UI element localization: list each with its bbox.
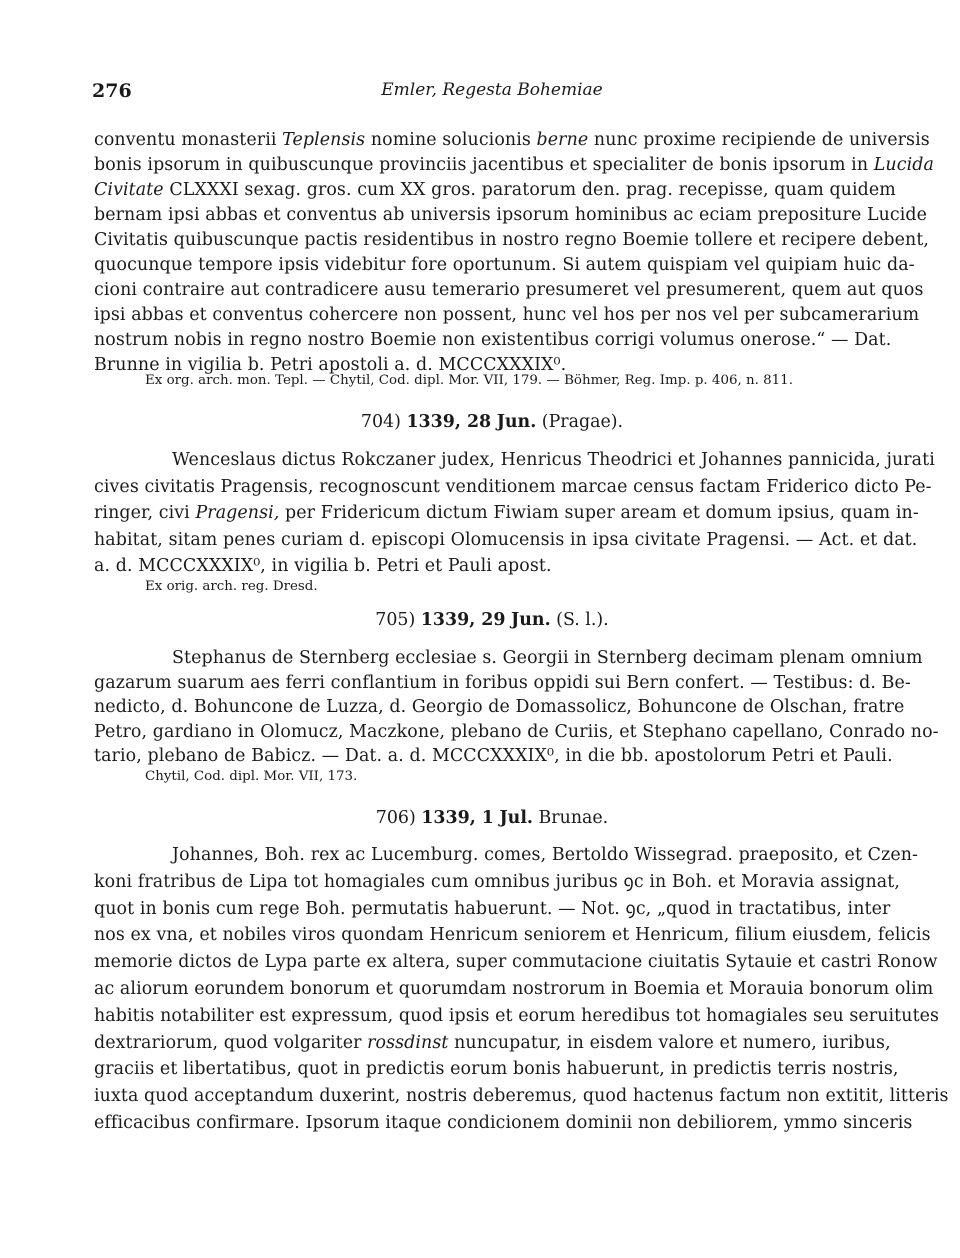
text-run: Stephanus de Sternberg ecclesiae s. Georgii in Sternberg decimam plenam omnium — [172, 648, 923, 668]
entry-place: Brunae. — [538, 808, 609, 828]
text-line — [94, 950, 938, 974]
text-line — [94, 328, 890, 352]
text-run: habitis notabiliter est expressum, quod ipsis et eorum heredibus tot homagiales seu seruitutes — [94, 1005, 940, 1026]
text-run: cioni contraire aut contradicere ausu temerario presumeret vel presumerent, quem aut quos — [94, 280, 924, 300]
text-line — [94, 870, 900, 894]
text-run: memorie dictos de Lypa parte ex altera, super commutacione ciuitatis Sytauie et castri Ronow — [94, 952, 938, 973]
text-line — [94, 1084, 949, 1108]
text-run: habitat, sitam penes curiam d. episcopi Olomucensis in ipsa civitate Pragensi. — Act. et dat. — [94, 529, 918, 550]
text-run: koni fratribus de Lipa tot homagiales cum omnibus juribus ꝯc in Boh. et Moravia assignat, — [94, 871, 900, 892]
text-run: Wenceslaus dictus Rokczaner judex, Henricus Theodrici et Johannes pannicida, jurati — [172, 450, 935, 470]
text-run: nedicto, d. Bohuncone de Luzza, d. Georgio de Domassolicz, Bohuncone de Olschan, fratre — [94, 697, 905, 717]
text-run: a. d. MCCCXXXIX⁰, in vigilia b. Petri et Pauli apost. — [94, 556, 552, 576]
text-run: Civitatis quibuscunque pactis residentibus in nostro regno Boemie tollere et recipere debent, — [94, 230, 930, 250]
italic-text-run: Teplensis — [282, 130, 366, 150]
text-line — [172, 448, 935, 472]
text-run: ipsi abbas et conventus cohercere non possent, hunc vel hos per nos vel per subcamerarium — [94, 305, 920, 325]
text-run: bernam ipsi abbas et conventus ab universis ipsorum hominibus ac eciam prepositure Lucide — [94, 205, 928, 225]
entry-number: 706) — [375, 808, 416, 828]
entry-704-source: Ex orig. arch. reg. Dresd. — [145, 579, 318, 594]
text-line — [94, 303, 920, 327]
text-line — [94, 178, 896, 202]
text-run: ringer, civi — [94, 503, 196, 523]
italic-text-run: Civitate — [94, 180, 164, 200]
italic-text-run: Lucida — [873, 155, 934, 175]
page-header — [92, 80, 892, 106]
text-run: nos ex vna, et nobiles viros quondam Henricum seniorem et Henricum, filium eiusdem, felicis — [94, 925, 931, 946]
text-line — [94, 1031, 890, 1055]
entry-703-source: Ex org. arch. mon. Tepl. — Chytil, Cod. dipl. Mor. VII, 179. — Böhmer, Reg. Imp. p. 406, n. 811. — [145, 373, 793, 388]
text-line — [94, 554, 890, 578]
text-line — [94, 695, 905, 719]
text-line — [94, 977, 934, 1001]
page-number: 276 — [92, 80, 132, 102]
entry-month: Jun. — [511, 610, 551, 630]
text-line — [94, 720, 939, 744]
text-run: nuncupatur, in eisdem valore et numero, iuribus, — [448, 1032, 891, 1053]
text-run: dextrariorum, quod volgariter — [94, 1032, 368, 1053]
text-line — [172, 843, 919, 867]
text-line — [94, 278, 924, 302]
entry-number: 705) — [375, 610, 416, 630]
text-run: Brunne in vigilia b. Petri apostoli a. d. MCCCXXXIX⁰. — [94, 355, 567, 375]
text-line — [94, 501, 919, 525]
text-run: cives civitatis Pragensis, recognoscunt venditionem marcae census factam Friderico dicto Pe- — [94, 476, 932, 497]
text-line — [94, 528, 918, 552]
text-run: efficacibus confirmare. Ipsorum itaque condicionem dominii non debiliorem, ymmo sinceris — [94, 1113, 913, 1133]
entry-date: 1339, 1 — [421, 808, 494, 828]
text-line — [94, 1111, 913, 1135]
entry-number: 704) — [360, 412, 401, 432]
text-run: iuxta quod acceptandum duxerint, nostris deberemus, quod hactenus factum non extitit, litteris — [94, 1086, 949, 1107]
italic-text-run: Pragensi, — [195, 503, 280, 523]
text-line — [94, 475, 932, 499]
text-run: tario, plebano de Babicz. — Dat. a. d. MCCCXXXIX⁰, in die bb. apostolorum Petri et Pauli. — [94, 746, 893, 766]
text-run: Johannes, Boh. rex ac Lucemburg. comes, Bertoldo Wissegrad. praeposito, et Czen- — [172, 845, 919, 865]
text-run: quocunque tempore ipsis videbitur fore oportunum. Si autem quispiam vel quipiam huic da- — [94, 255, 915, 275]
text-run: graciis et libertatibus, quot in predictis eorum bonis habuerunt, in predictis terris nostris, — [94, 1059, 899, 1080]
text-run: conventu monasterii — [94, 130, 283, 150]
text-run: nostrum nobis in regno nostro Boemie non existentibus corrigi volumus onerose.“ — Dat. — [94, 330, 892, 350]
text-line — [94, 923, 931, 947]
entry-month: Jul. — [499, 808, 533, 828]
entry-place: (Pragae). — [541, 412, 624, 432]
text-run: quot in bonis cum rege Boh. permutatis habuerunt. — Not. ꝯc, „quod in tractatibus, inter — [94, 898, 891, 919]
text-run: bonis ipsorum in quibuscunque provinciis jacentibus et specialiter de bonis ipsorum in — [94, 155, 874, 175]
text-line — [94, 153, 934, 177]
text-line — [94, 128, 930, 152]
entry-date: 1339, 28 — [406, 412, 492, 432]
text-run: nunc proxime recipiende de universis — [588, 130, 930, 150]
running-title: Emler, Regesta Bohemiae — [381, 80, 603, 100]
italic-text-run: berne — [536, 130, 589, 150]
italic-text-run: rossdinst — [367, 1032, 449, 1053]
text-run: nomine solucionis — [365, 130, 537, 150]
entry-705-source: Chytil, Cod. dipl. Mor. VII, 173. — [145, 769, 358, 784]
text-run: gazarum suarum aes ferri conflantium in foribus oppidi sui Bern confert. — Testibus: d. Be- — [94, 672, 911, 693]
text-line — [94, 203, 928, 227]
entry-place: (S. l.). — [556, 610, 609, 630]
text-line — [94, 228, 930, 252]
text-run: Petro, gardiano in Olomucz, Maczkone, plebano de Curiis, et Stephano capellano, Conrado no- — [94, 721, 939, 742]
entry-month: Jun. — [496, 412, 537, 432]
entry-704-heading — [94, 410, 890, 434]
text-line — [172, 646, 923, 670]
text-run: per Fridericum dictum Fiwiam super aream et domum ipsius, quam in- — [279, 503, 919, 523]
text-line — [94, 671, 911, 695]
text-run: ac aliorum eorundem bonorum et quorumdam nostrorum in Boemia et Morauia bonorum olim — [94, 979, 934, 999]
entry-706-heading — [94, 806, 890, 830]
entry-date: 1339, 29 — [420, 610, 506, 630]
text-line — [94, 897, 890, 921]
text-line — [94, 253, 915, 277]
text-line — [94, 1004, 940, 1028]
text-run: CLXXXI sexag. gros. cum XX gros. paratorum den. prag. recepisse, quam quidem — [163, 180, 896, 200]
text-line — [94, 1057, 899, 1081]
text-line — [94, 744, 893, 768]
entry-705-heading — [94, 608, 890, 632]
